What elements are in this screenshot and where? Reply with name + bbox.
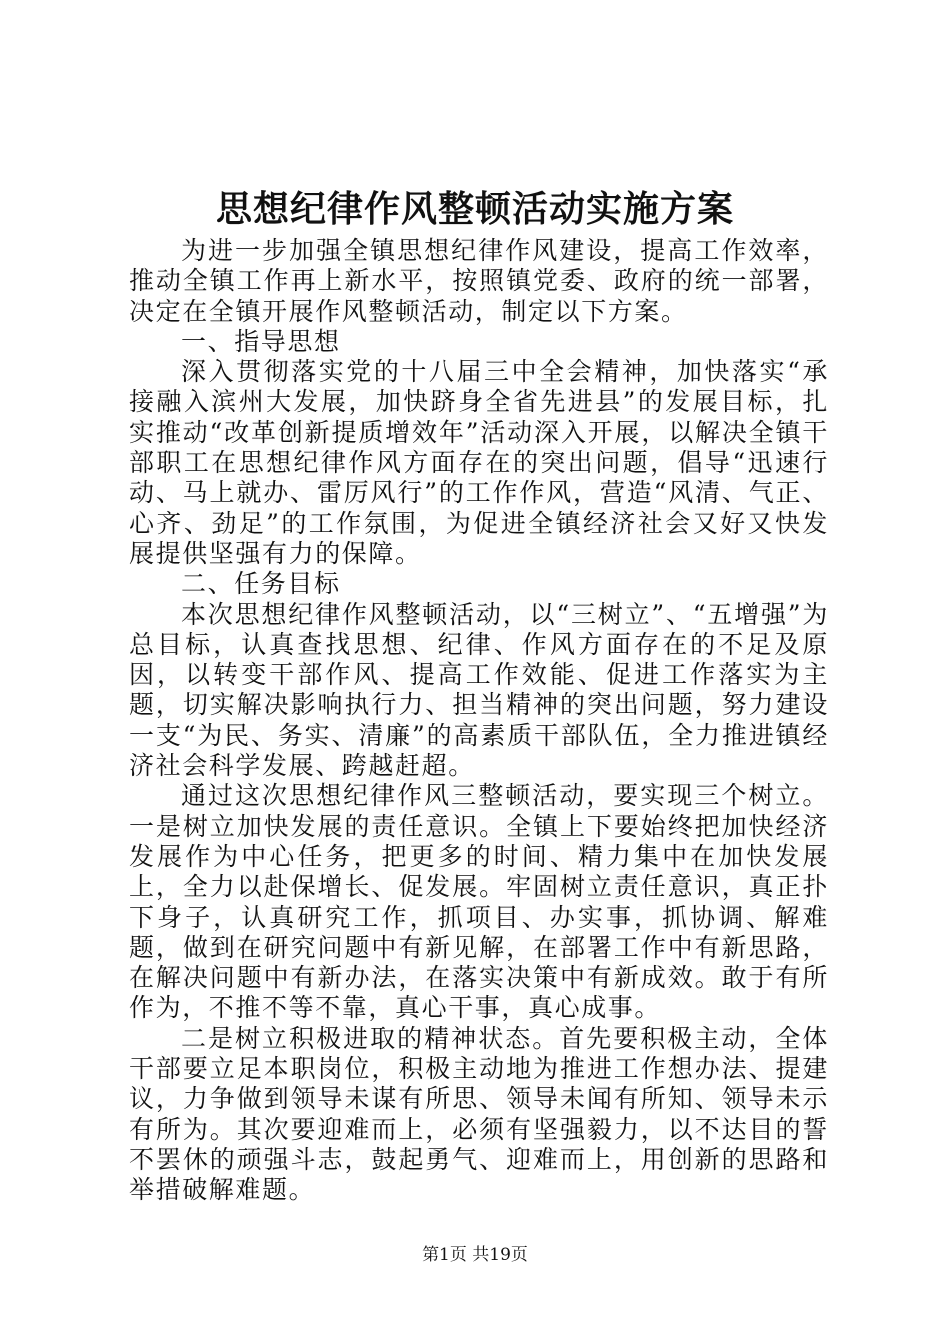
section-heading-task-goals: 二、任务目标 <box>181 569 341 599</box>
three-establishments-paragraph: 通过这次思想纪律作风三整顿活动，要实现三个树立。一是树立加快发展的责任意识。全镇上下要始终把加快经济发展作为中心任务，把更多的时间、精力集中在加快发展上，全力以赴保增长、促发展。牢固树立责任意识，真正扑下身子，认真研究工作，抓项目、办实事，抓协调、解难题，做到在研究问题中有新见解，在部署工作中有新思路，在解决问题中有新办法，在落实决策中有新成效。敢于有所作为，不推不等不靠，真心干事，真心成事。 <box>129 781 829 1023</box>
document-body <box>129 236 829 1206</box>
document-title: 思想纪律作风整顿活动实施方案 <box>215 188 734 230</box>
guiding-ideology-paragraph: 深入贯彻落实党的十八届三中全会精神，加快落实“承接融入滨州大发展，加快跻身全省先进县”的发展目标，扎实推动“改革创新提质增效年”活动深入开展，以解决全镇干部职工在思想纪律作风方面存在的突出问题，倡导“迅速行动、马上就办、雷厉风行”的工作作风，营造“风清、气正、心齐、劲足”的工作氛围，为促进全镇经济社会又好又快发展提供坚强有力的保障。 <box>129 357 829 568</box>
page-footer: 第1页 共19页 <box>422 1245 528 1265</box>
intro-paragraph: 为进一步加强全镇思想纪律作风建设，提高工作效率，推动全镇工作再上新水平，按照镇党委、政府的统一部署，决定在全镇开展作风整顿活动，制定以下方案。 <box>129 236 829 326</box>
section-heading-guiding-ideology: 一、指导思想 <box>181 326 341 356</box>
task-goals-paragraph: 本次思想纪律作风整顿活动，以“三树立”、“五增强”为总目标，认真查找思想、纪律、作风方面存在的不足及原因，以转变干部作风、提高工作效能、促进工作落实为主题，切实解决影响执行力、担当精神的突出问题，努力建设一支“为民、务实、清廉”的高素质干部队伍，全力推进镇经济社会科学发展、跨越赶超。 <box>129 599 829 781</box>
second-establishment-paragraph: 二是树立积极进取的精神状态。首先要积极主动，全体干部要立足本职岗位，积极主动地为推进工作想办法、提建议，力争做到领导未谋有所思、领导未闻有所知、领导未示有所为。其次要迎难而上，必须有坚强毅力，以不达目的誓不罢休的顽强斗志，鼓起勇气、迎难而上，用创新的思路和举措破解难题。 <box>129 1023 829 1205</box>
